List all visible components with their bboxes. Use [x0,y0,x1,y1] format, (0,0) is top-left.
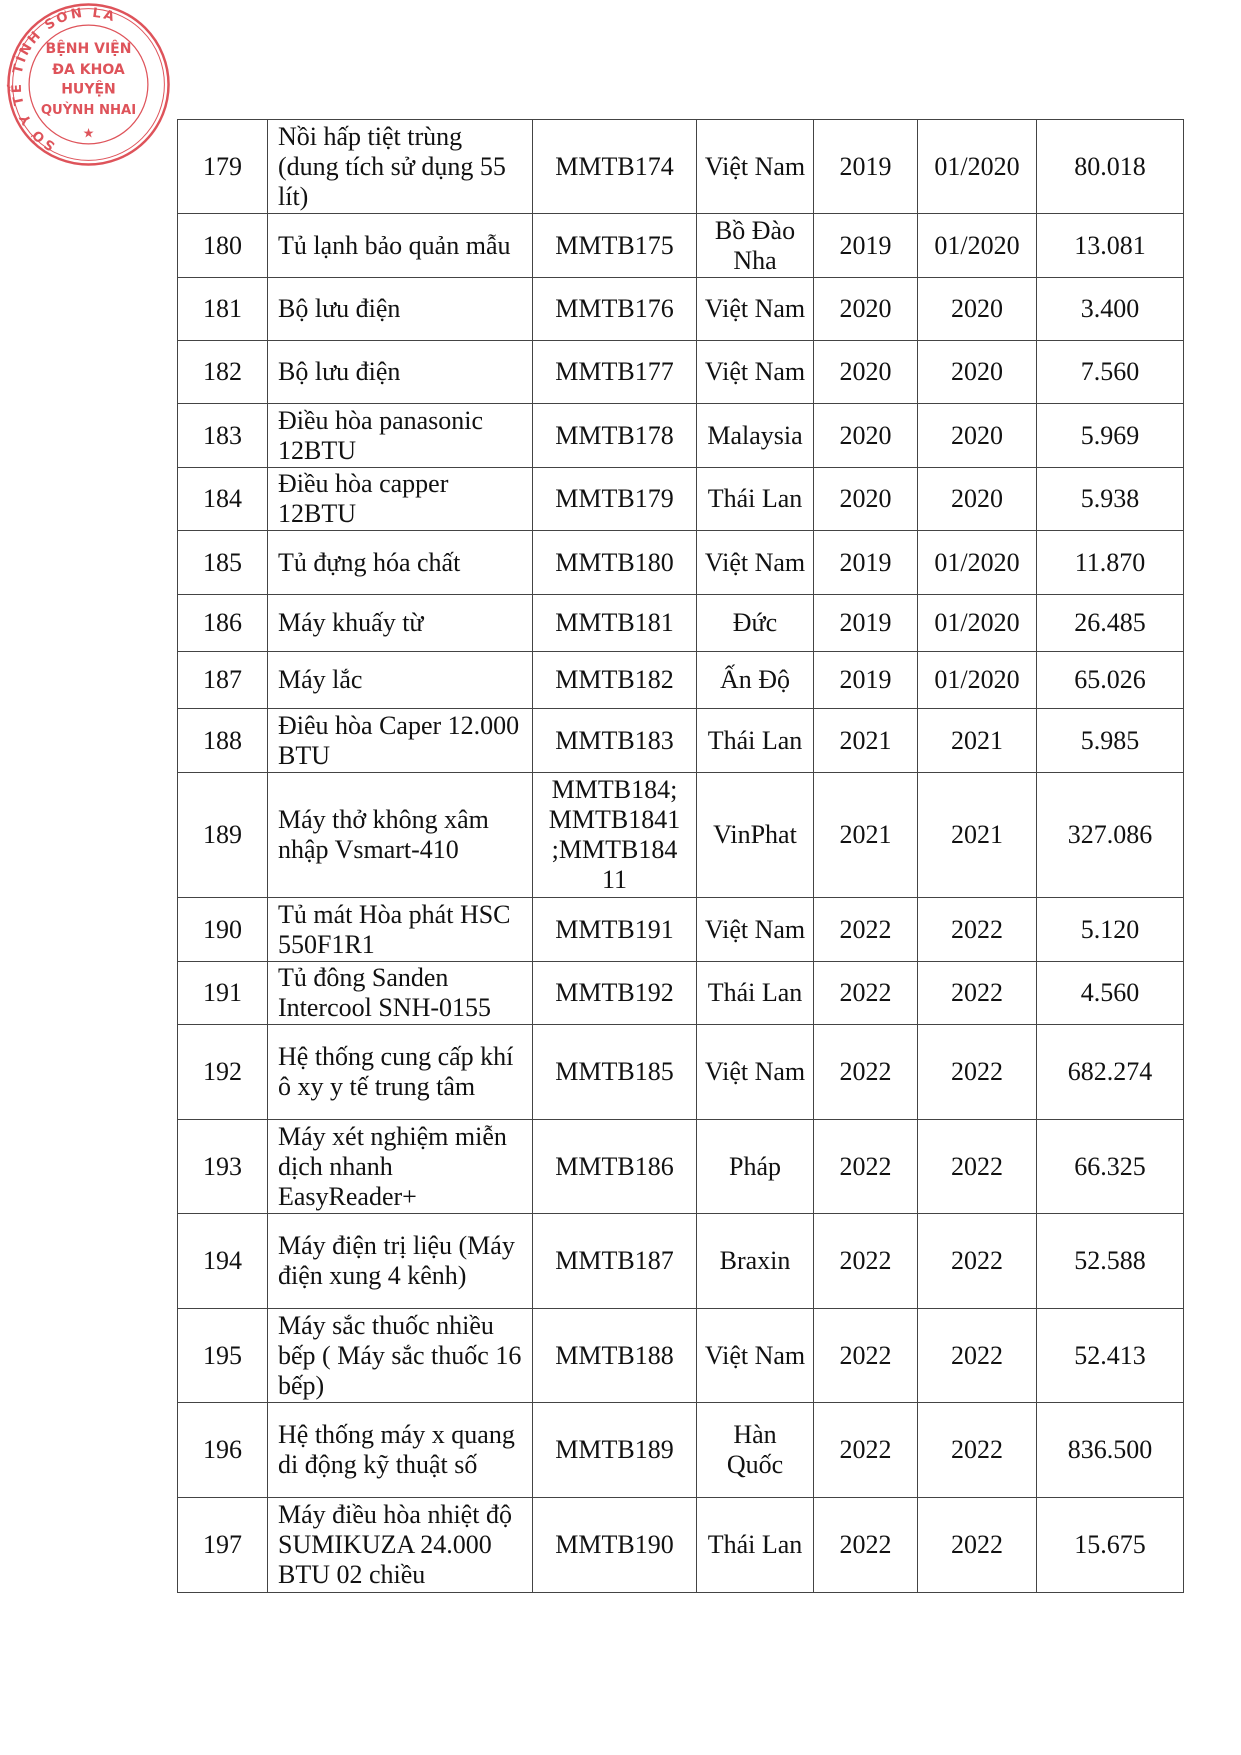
cell-origin: Ấn Độ [697,652,814,709]
cell-origin: Việt Nam [697,898,814,962]
svg-text:SỞ Y TẾ TỈNH SƠN LA: SỞ Y TẾ TỈNH SƠN LA [9,5,119,154]
cell-origin: Braxin [697,1214,814,1309]
cell-year-use: 2021 [918,709,1037,773]
cell-code: MMTB188 [533,1309,697,1403]
cell-year-made: 2020 [814,404,918,468]
cell-origin: Việt Nam [697,1025,814,1120]
cell-name: Điêu hòa Caper 12.000 BTU [268,709,533,773]
cell-origin: Việt Nam [697,341,814,404]
cell-year-use: 2020 [918,341,1037,404]
cell-value: 4.560 [1037,962,1184,1025]
cell-code: MMTB185 [533,1025,697,1120]
table-row [178,531,1184,595]
cell-code: MMTB186 [533,1120,697,1214]
table-row [178,1309,1184,1403]
cell-year-made: 2022 [814,1025,918,1120]
cell-code: MMTB189 [533,1403,697,1498]
cell-origin: Thái Lan [697,1498,814,1593]
cell-code: MMTB184; MMTB1841 ;MMTB184 11 [533,773,697,898]
cell-value: 836.500 [1037,1403,1184,1498]
cell-code: MMTB179 [533,468,697,531]
cell-year-made: 2022 [814,1498,918,1593]
cell-name: Bộ lưu điện [268,341,533,404]
cell-year-use: 2022 [918,1120,1037,1214]
cell-stt: 179 [178,120,268,214]
svg-text:★: ★ [82,126,95,142]
table-row [178,278,1184,341]
cell-origin: Việt Nam [697,531,814,595]
cell-value: 682.274 [1037,1025,1184,1120]
table-row [178,1214,1184,1309]
cell-year-made: 2022 [814,898,918,962]
cell-stt: 197 [178,1498,268,1593]
cell-year-made: 2019 [814,595,918,652]
cell-year-made: 2020 [814,341,918,404]
cell-year-made: 2020 [814,468,918,531]
cell-stt: 187 [178,652,268,709]
svg-text:ĐA KHOA: ĐA KHOA [52,61,125,78]
cell-stt: 185 [178,531,268,595]
cell-code: MMTB175 [533,214,697,278]
cell-origin: Thái Lan [697,962,814,1025]
cell-year-use: 2020 [918,278,1037,341]
cell-year-made: 2020 [814,278,918,341]
cell-origin: Việt Nam [697,1309,814,1403]
cell-stt: 195 [178,1309,268,1403]
cell-value: 5.120 [1037,898,1184,962]
cell-value: 13.081 [1037,214,1184,278]
svg-text:BỆNH VIỆN: BỆNH VIỆN [45,41,132,58]
cell-value: 15.675 [1037,1498,1184,1593]
table-row [178,898,1184,962]
svg-text:HUYỆN: HUYỆN [61,81,116,98]
cell-name: Điều hòa panasonic 12BTU [268,404,533,468]
cell-origin: Việt Nam [697,120,814,214]
cell-name: Tủ mát Hòa phát HSC 550F1R1 [268,898,533,962]
cell-year-use: 2022 [918,898,1037,962]
cell-stt: 184 [178,468,268,531]
cell-year-made: 2022 [814,1309,918,1403]
cell-stt: 192 [178,1025,268,1120]
cell-year-use: 2020 [918,404,1037,468]
cell-code: MMTB178 [533,404,697,468]
cell-name: Tủ đông Sanden Intercool SNH-0155 [268,962,533,1025]
cell-year-use: 2022 [918,1214,1037,1309]
cell-value: 65.026 [1037,652,1184,709]
cell-value: 52.413 [1037,1309,1184,1403]
cell-name: Hệ thống cung cấp khí ô xy y tế trung tâm [268,1025,533,1120]
cell-year-use: 01/2020 [918,652,1037,709]
cell-code: MMTB182 [533,652,697,709]
cell-name: Máy điều hòa nhiệt độ SUMIKUZA 24.000 BTU 02 chiều [268,1498,533,1593]
cell-origin: Thái Lan [697,468,814,531]
cell-year-use: 2020 [918,468,1037,531]
cell-year-use: 01/2020 [918,214,1037,278]
cell-code: MMTB177 [533,341,697,404]
table-row [178,595,1184,652]
cell-code: MMTB190 [533,1498,697,1593]
table-row [178,773,1184,898]
cell-year-made: 2021 [814,773,918,898]
cell-value: 26.485 [1037,595,1184,652]
cell-stt: 193 [178,1120,268,1214]
cell-year-made: 2021 [814,709,918,773]
cell-year-use: 01/2020 [918,120,1037,214]
cell-value: 3.400 [1037,278,1184,341]
cell-value: 52.588 [1037,1214,1184,1309]
cell-stt: 182 [178,341,268,404]
cell-stt: 188 [178,709,268,773]
cell-origin: VinPhat [697,773,814,898]
cell-origin: Bồ Đào Nha [697,214,814,278]
cell-year-use: 01/2020 [918,595,1037,652]
cell-name: Máy xét nghiệm miễn dịch nhanh EasyReader+ [268,1120,533,1214]
cell-year-use: 2022 [918,1309,1037,1403]
cell-origin: Thái Lan [697,709,814,773]
cell-name: Nồi hấp tiệt trùng (dung tích sử dụng 55 lít) [268,120,533,214]
table-row [178,404,1184,468]
cell-code: MMTB191 [533,898,697,962]
svg-text:QUỲNH NHAI: QUỲNH NHAI [40,103,137,119]
cell-code: MMTB181 [533,595,697,652]
cell-stt: 196 [178,1403,268,1498]
cell-year-made: 2019 [814,531,918,595]
cell-year-use: 2022 [918,1403,1037,1498]
cell-year-made: 2022 [814,1403,918,1498]
table-row [178,1120,1184,1214]
table-row [178,214,1184,278]
cell-code: MMTB192 [533,962,697,1025]
table-row [178,652,1184,709]
cell-year-use: 2021 [918,773,1037,898]
cell-origin: Hàn Quốc [697,1403,814,1498]
cell-name: Máy lắc [268,652,533,709]
cell-name: Máy thở không xâm nhập Vsmart-410 [268,773,533,898]
cell-code: MMTB176 [533,278,697,341]
cell-value: 5.969 [1037,404,1184,468]
cell-stt: 189 [178,773,268,898]
cell-value: 327.086 [1037,773,1184,898]
cell-year-made: 2022 [814,1214,918,1309]
cell-name: Tủ lạnh bảo quản mẫu [268,214,533,278]
cell-name: Máy điện trị liệu (Máy điện xung 4 kênh) [268,1214,533,1309]
cell-year-made: 2019 [814,120,918,214]
equipment-table [177,119,1184,1593]
cell-year-use: 2022 [918,1025,1037,1120]
cell-name: Máy sắc thuốc nhiều bếp ( Máy sắc thuốc 16 bếp) [268,1309,533,1403]
cell-year-made: 2019 [814,652,918,709]
cell-value: 5.938 [1037,468,1184,531]
cell-year-use: 2022 [918,962,1037,1025]
cell-value: 7.560 [1037,341,1184,404]
cell-code: MMTB174 [533,120,697,214]
table-row [178,962,1184,1025]
cell-code: MMTB183 [533,709,697,773]
table-row [178,468,1184,531]
table-row [178,1498,1184,1593]
cell-stt: 194 [178,1214,268,1309]
table-row [178,1403,1184,1498]
cell-code: MMTB187 [533,1214,697,1309]
cell-year-made: 2019 [814,214,918,278]
cell-name: Điều hòa capper 12BTU [268,468,533,531]
cell-origin: Malaysia [697,404,814,468]
cell-value: 80.018 [1037,120,1184,214]
cell-stt: 190 [178,898,268,962]
cell-year-use: 01/2020 [918,531,1037,595]
table-row [178,1025,1184,1120]
hospital-seal-stamp [6,2,171,167]
cell-value: 5.985 [1037,709,1184,773]
cell-year-made: 2022 [814,962,918,1025]
cell-name: Hệ thống máy x quang di động kỹ thuật số [268,1403,533,1498]
table-row [178,341,1184,404]
cell-value: 66.325 [1037,1120,1184,1214]
cell-year-made: 2022 [814,1120,918,1214]
cell-name: Máy khuấy từ [268,595,533,652]
cell-year-use: 2022 [918,1498,1037,1593]
cell-origin: Pháp [697,1120,814,1214]
cell-code: MMTB180 [533,531,697,595]
cell-name: Tủ đựng hóa chất [268,531,533,595]
cell-origin: Đức [697,595,814,652]
cell-stt: 181 [178,278,268,341]
cell-stt: 191 [178,962,268,1025]
table-row [178,120,1184,214]
cell-value: 11.870 [1037,531,1184,595]
table-row [178,709,1184,773]
cell-origin: Việt Nam [697,278,814,341]
cell-stt: 183 [178,404,268,468]
cell-name: Bộ lưu điện [268,278,533,341]
cell-stt: 180 [178,214,268,278]
cell-stt: 186 [178,595,268,652]
